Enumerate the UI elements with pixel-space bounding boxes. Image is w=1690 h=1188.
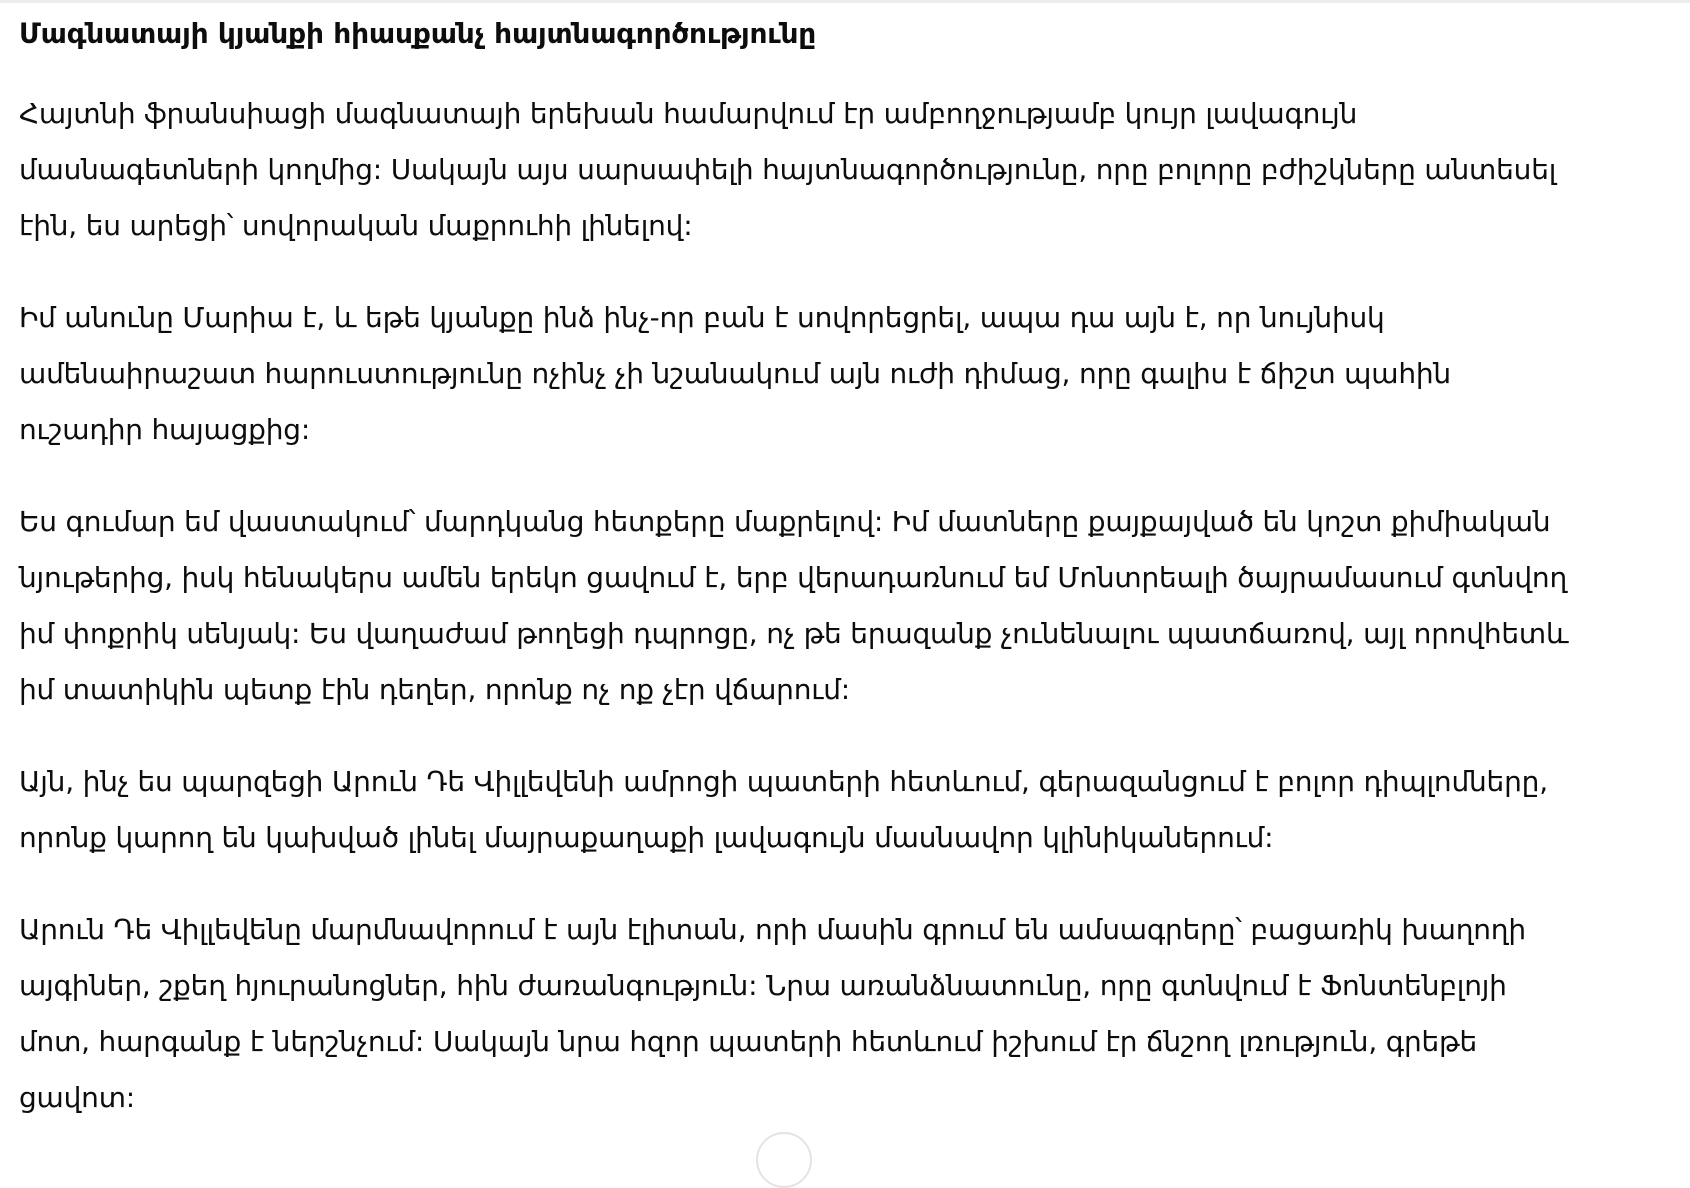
top-divider xyxy=(0,0,1690,3)
article-paragraph-2: Իմ անունը Մարիա է, և եթե կյանքը ինձ ինչ-որ բան է սովորեցրել, ապա դա այն է, որ նույնիսկ ամենաիրաշատ հարուստությունը ոչինչ չի նշանակում այն ուժի դիմաց, որը գալիս է ճիշտ պահին ուշադիր հայացքից: xyxy=(19,301,1451,446)
article-paragraph-5: Արուն Դե Վիլլեվենը մարմնավորում է այն էլիտան, որի մասին գրում են ամսագրերը՝ բացառիկ խաղողի այգիներ, շքեղ հյուրանոցներ, հին ժառանգություն: Նրա առանձնատունը, որը գտնվում է Ֆոնտենբլոյի մոտ, հարգանք է ներշնչում: Սակայն նրա հզոր պատերի հետևում իշխում էր ճնշող լռություն, գրեթե ցավոտ: xyxy=(19,913,1526,1114)
article-paragraph-3: Ես գումար եմ վաստակում՝ մարդկանց հետքերը մաքրելով: Իմ մատները քայքայված են կոշտ քիմիական նյութերից, իսկ հենակերս ամեն երեկո ցավում է, երբ վերադառնում եմ Մոնտրեալի ծայրամասում գտնվող իմ փոքրիկ սենյակ: Ես վաղաժամ թողեցի դպրոցը, ոչ թե երազանք չունենալու պատճառով, այլ որովհետև իմ տատիկին պետք էին դեղեր, որոնք ոչ ոք չէր վճարում: xyxy=(19,505,1569,706)
article-paragraph-1: Հայտնի ֆրանսիացի մագնատայի երեխան համարվում էր ամբողջությամբ կույր լավագույն մասնագետների կողմից: Սակայն այս սարսափելի հայտնագործությունը, որը բոլորը բժիշկները անտեսել էին, ես արեցի՝ սովորական մաքրուհի լինելով: xyxy=(19,97,1557,242)
scroll-down-button[interactable] xyxy=(756,1132,812,1188)
article-paragraph-4: Այն, ինչ ես պարզեցի Արուն Դե Վիլլեվենի ամրոցի պատերի հետևում, գերազանցում է բոլոր դիպլոմները, որոնք կարող են կախված լինել մայրաքաղաքի լավագույն մասնավոր կլինիկաներում: xyxy=(19,765,1548,854)
article xyxy=(19,14,1579,1162)
article-title: Մագնատայի կյանքի հիասքանչ հայտնագործությունը xyxy=(19,17,817,50)
